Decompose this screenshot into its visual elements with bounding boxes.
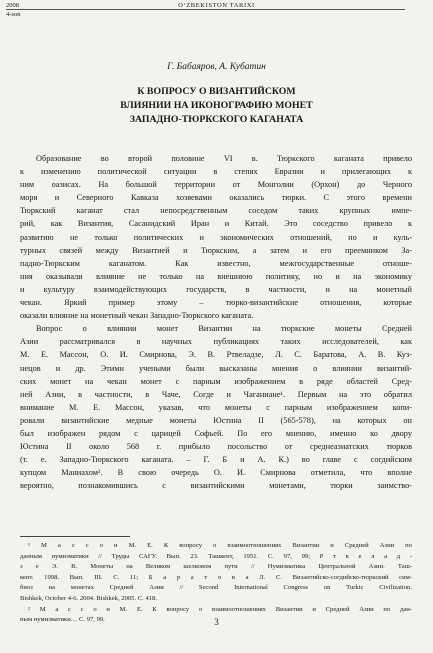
footnote-line: ным нумизматики… С. 97, 99.: [20, 616, 105, 624]
body-line: ровали византийские медные монеты Юстина II (565-578), на которых он: [20, 415, 412, 425]
body-line: турных связей между Византией и Тюркским, а затем и его преемником За-: [20, 245, 412, 255]
footnote-line: ¹ М а с с о н М. Е. К вопросу о взаимоотношениях Византии и Средней Азии по: [28, 542, 412, 549]
article-body: [20, 152, 412, 492]
body-line: оказали влияние на монетный чекан Западно-Тюркского каганата.: [20, 311, 254, 321]
body-line: к изменению политической ситуации в степях Евразии и прилегающих к: [20, 167, 412, 177]
body-line: Образование во второй половине VI в. Тюркского каганата привело: [36, 154, 412, 163]
body-line: Тюркский каганат стал непосредственным соседом таких крупных импе-: [20, 206, 412, 216]
body-line: Вопрос о влиянии монет Византии на тюркские монеты Средней: [36, 324, 412, 334]
body-line: чекан. Яркий пример этому – тюрко-византийские отношения, которые: [20, 298, 412, 308]
footnote-line: биоз на монетах Средней Азии // Second International Congress on Turkic Civilization.: [20, 584, 412, 592]
footnotes: [20, 541, 412, 626]
body-line: развитию не только политических и экономических отношений, но и куль-: [20, 232, 412, 242]
body-line: М. Е. Массон, О. И. Смирнова, Э. В. Ртвеладзе, Л. С. Баратова, А. В. Куз-: [20, 350, 412, 360]
body-line: ния оказывали влияние не только на внешнюю политику, но и на экономику: [20, 271, 412, 281]
body-line: ней Азии, в частности, в Чаче, Согде и Чаганиане¹. Первым на это обратил: [20, 389, 412, 399]
body-line: моря и Северного Кавказа хозяевами оказались тюрки. С этого времени: [20, 193, 412, 203]
title-line: К ВОПРОСУ О ВИЗАНТИЙСКОМ: [137, 86, 296, 97]
footnote-line: кент. 1998. Вып. III. С. 11; Б а р а т о в а Л. С. Византийско-согдийско-тюркский сим-: [20, 573, 412, 581]
header-journal-title: O‘ZBEKISTON TARIXI: [178, 2, 255, 9]
title-line: ВЛИЯНИИ НА ИКОНОГРАФИЮ МОНЕТ: [120, 100, 313, 111]
body-line: и культуру взаимодействующих государств, в частности, и на монетный: [20, 284, 412, 294]
body-line: Азии рассматривался в научных публикациях таких исследователей, как: [20, 337, 412, 347]
footnote-line: данным нумизматики // Труды САГУ. Вып. 23. Ташкент, 1951. С. 97, 99; Р т в е л а д -: [20, 552, 412, 560]
article-title: [60, 85, 373, 127]
page-number: 3: [214, 617, 219, 627]
body-line: Юстина II около 568 г. прибыло посольство от среднеазиатских тюрков: [20, 442, 412, 452]
body-line: (т. е. Западно-Тюркского каганата. – Г. Б и А. К.) во главе с согдийским: [20, 455, 412, 465]
body-line: падно-Тюркским каганатом. Как известно, межгосударственные отноше-: [20, 258, 412, 268]
body-line: ских монет на чекан монет с парным изображением в ряде областей Сред-: [20, 376, 412, 386]
header-year: 2008: [6, 2, 19, 9]
header-issue: 4-son: [6, 11, 21, 18]
body-line: вероятно, познакомившись с византийскими монетами, тюрки заимство-: [20, 481, 412, 491]
body-line: рий, как Византия, Сасанидский Иран и Китай. Это соседство привело к: [20, 219, 412, 229]
body-line: был изображен рядом с царицей Софьей. По его мнению, именно ко двору: [20, 428, 412, 438]
footnote-line: Bishkek, October 4-6. 2004. Bishkek, 2005. С. 418.: [20, 594, 157, 602]
article-authors: Г. Бабаяров, А. Кубатин: [167, 62, 266, 72]
title-line: ЗАПАДНО-ТЮРКСКОГО КАГАНАТА: [129, 114, 304, 125]
body-line: внимание М. Е. Массон, указав, что монеты с парным изображением копи-: [20, 402, 412, 412]
footnote-line: з е Э. В. Монеты на Великом шелковом пути // Нумизматика Центральной Азии. Таш-: [20, 563, 412, 571]
footnote-rule: [20, 536, 130, 537]
body-line: купцом Маниахом². В свою очередь О. И. Смирнова отметила, что вполне: [20, 468, 412, 478]
body-line: ним оазисах. На большой территории от Монголии (Орхон) до Черного: [20, 180, 412, 190]
header-rule: [6, 9, 405, 10]
footnote-line: ² М а с с о н М. Е. К вопросу о взаимоотношениях Византии и Средней Азии по дан-: [28, 605, 412, 613]
body-line: нецов и др. Этими учеными были высказаны мнения о влиянии византий-: [20, 363, 412, 373]
